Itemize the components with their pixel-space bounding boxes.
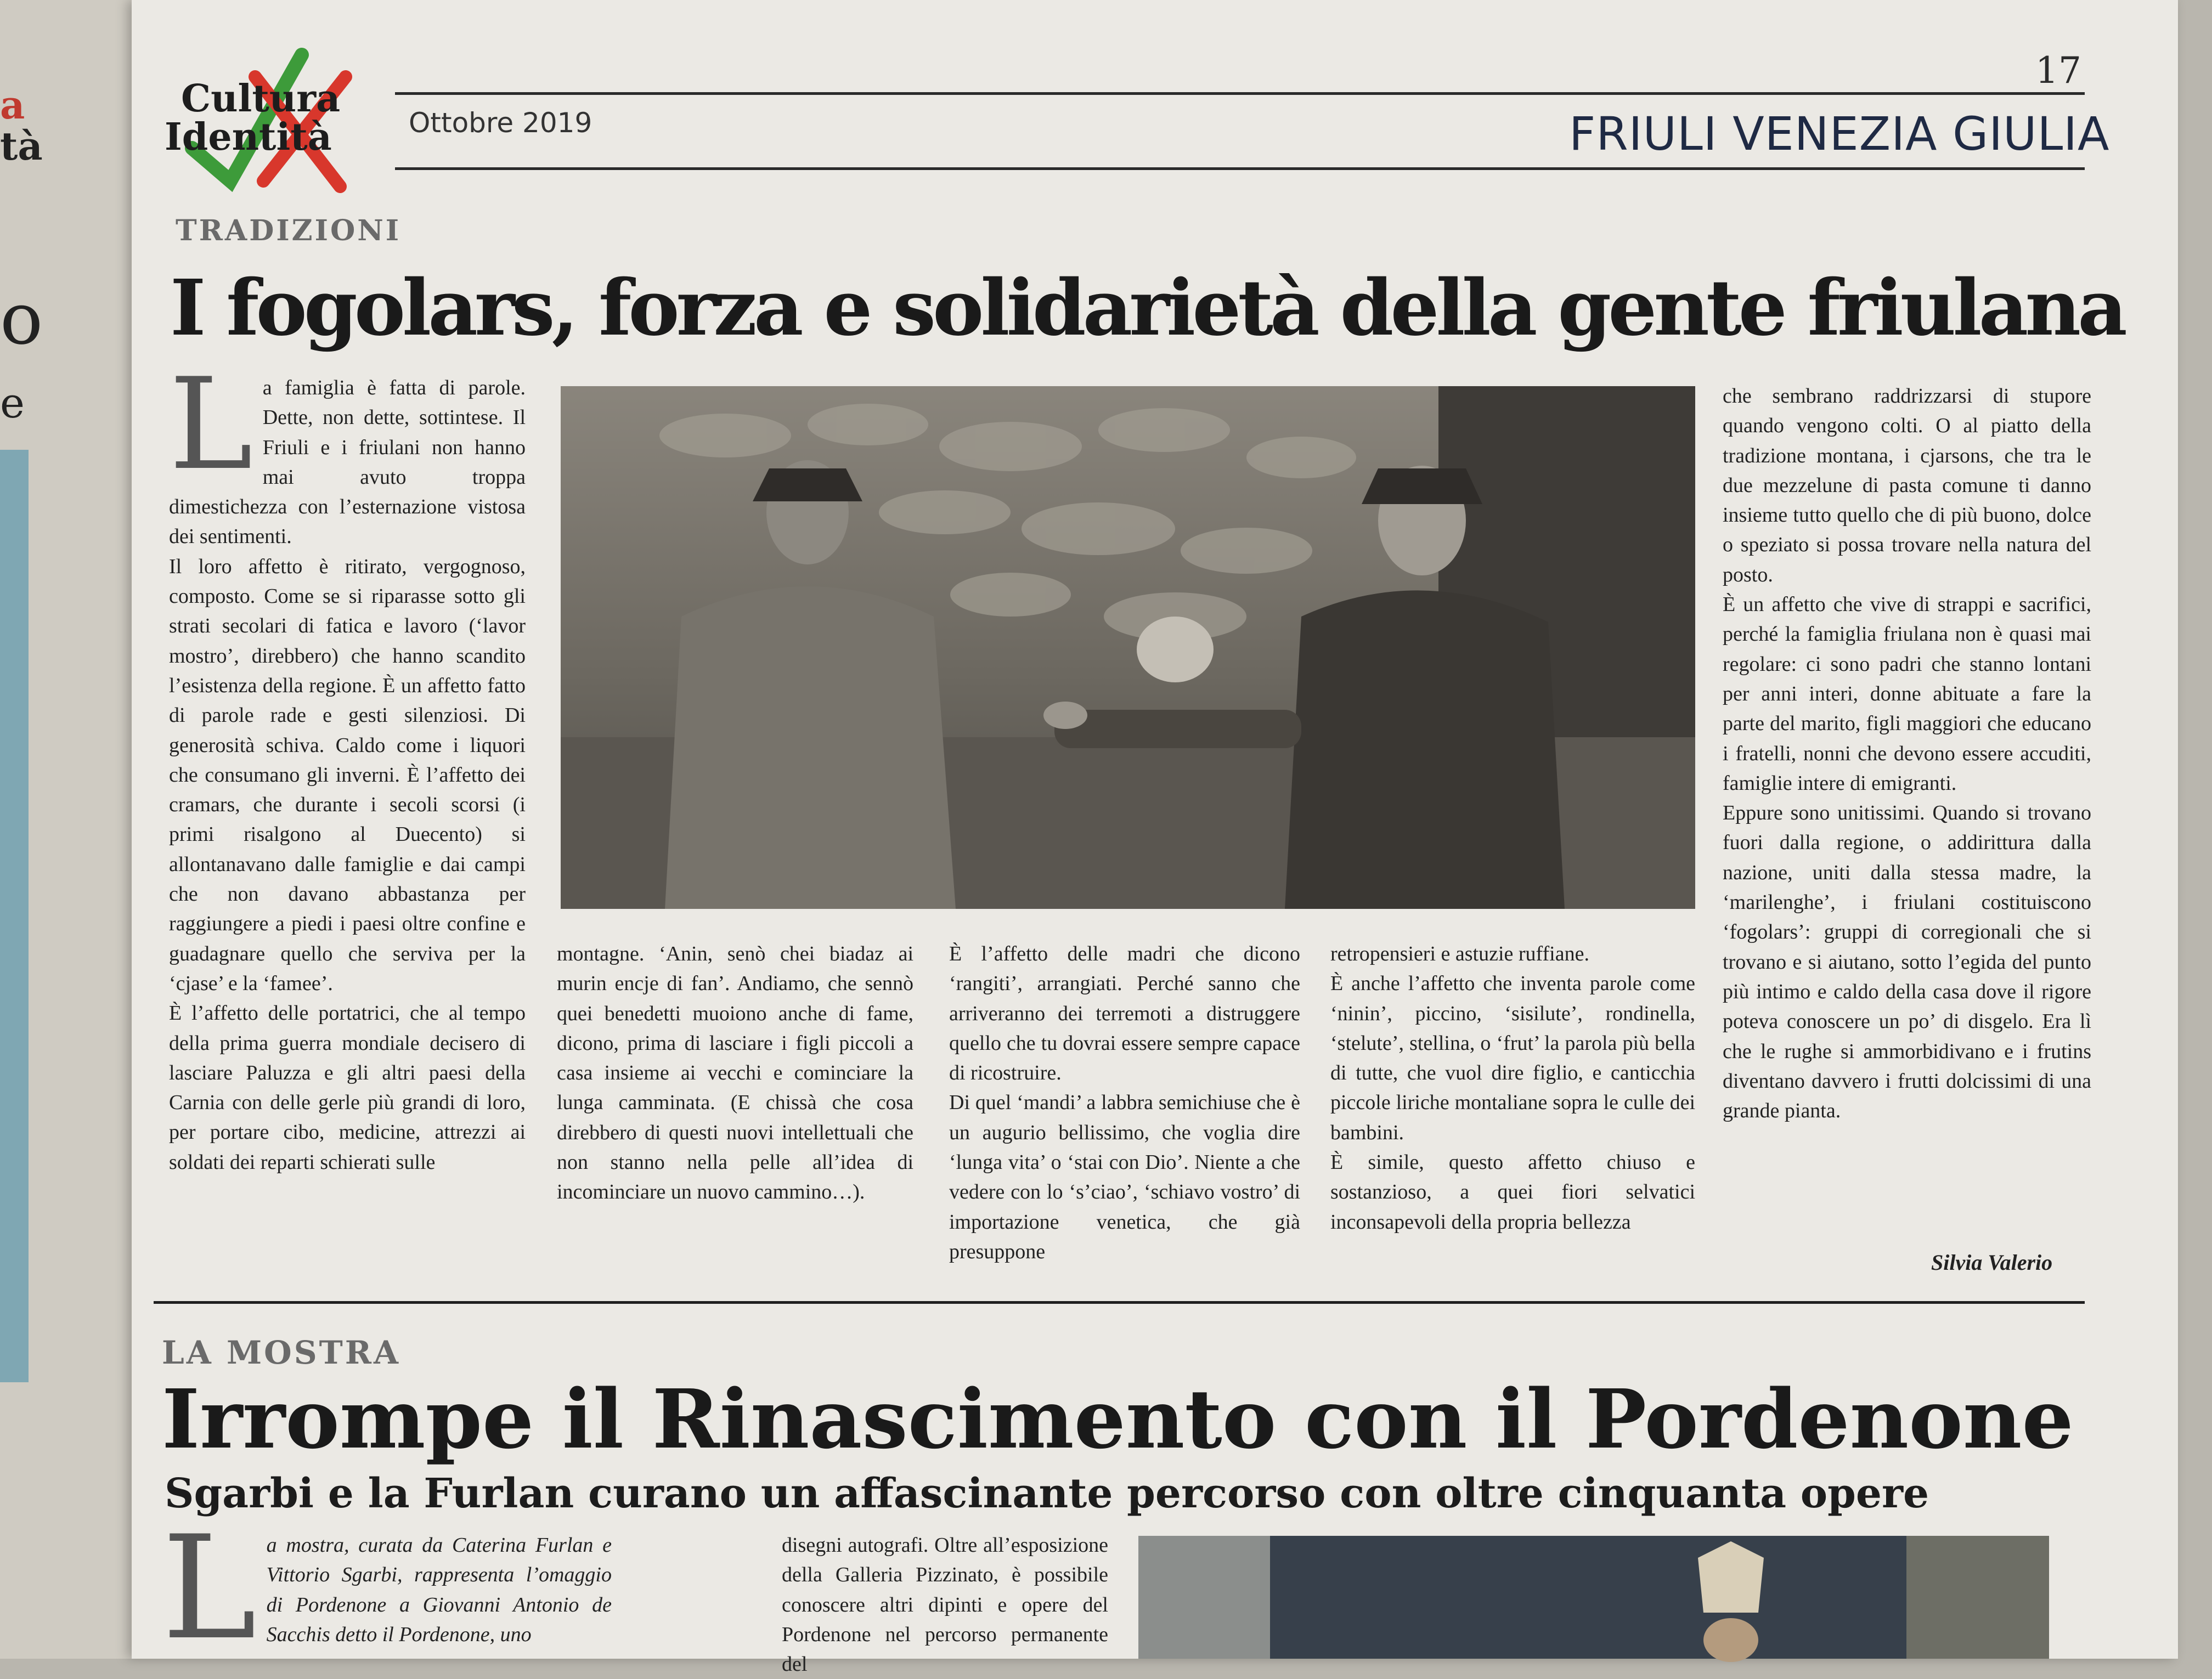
newspaper-page [132, 0, 2178, 1676]
paragraph: È l’affetto delle portatrici, che al tempo della prima guerra mondiale decisero di lasciare Paluzza e gli altri paesi della Carnia con delle gerle più grandi di loro, per portare cibo, medicine, attrezzi ai soldati dei reparti schierati sulle [169, 1002, 526, 1174]
article-column-4 [1330, 939, 1695, 1237]
section-divider [154, 1301, 2085, 1304]
paragraph: Eppure sono unitissimi. Quando si trovano fuori dalla regione, o addirittura dalla nazione, uniti dalla stessa madre, la ‘marilenghe’, i friulani costituiscono ‘fogolars’: gruppi di corregionali che si trovano e si aiutano, sotto l’egida del punto più intimo e caldo della casa dove il rigore poteva conoscere un po’ di disgelo. Era lì che le rughe si ammorbidivano e i frutins diventano davvero i frutti dolcissimi di una grande pianta. [1723, 801, 2091, 1123]
adjacent-fragment: a [0, 82, 25, 128]
paragraph: Il loro affetto è ritirato, vergognoso, composto. Come se si riparasse sotto gli strati secolari di fatica e lavoro (‘lavor mostro’, direbbero) che hanno scandito l’esistenza della regione. È un affetto fatto di parole rade e gesti silenziosi. Di generosità schiva. Caldo come i liquori che consumano gli inverni. È l’affetto dei cramars, che durante i secoli scorsi (i primi risalgono al Duecento) si allontanavano dalle famiglie e dai campi che non davano abbastanza per raggiungere a piedi i paesi oltre confine e guadagnare quello che serviva per la ‘cjase’ e la ‘famee’. [169, 555, 526, 995]
drop-cap: L [169, 352, 253, 498]
adjacent-fragment: o [0, 277, 43, 360]
logo-line-2: Identità [165, 115, 332, 159]
paragraph: montagne. ‘Anin, senò chei biadaz ai murin encje di fan’. Andiamo, che sennò quei benedetti muoiono anche di fame, dicono, prima di lasciare i figli piccoli a casa insieme ai vecchi e cominciare la lunga camminata. (E chissà che cosa direbbero di questi nuovi intellettuali che non stanno nella pelle all’idea di incominciare un nuovo cammino…). [557, 942, 913, 1204]
article-kicker: LA MOSTRA [162, 1334, 400, 1371]
article-headline: I fogolars, forza e solidarietà della gente friulana [170, 263, 2124, 353]
article-column-1 [169, 352, 526, 1177]
article-2-column-1 [162, 1506, 738, 1671]
masthead-rule-bottom [395, 167, 2085, 170]
paragraph: a famiglia è fatta di parole. Dette, non dette, sottintese. Il Friuli e i friulani non hanno mai avuto troppa dimestichezza con l’esternazione vistosa dei sentimenti. [169, 376, 526, 549]
adjacent-page-image [0, 450, 29, 1382]
adjacent-page [0, 0, 137, 1659]
adjacent-fragment: tà [0, 123, 43, 169]
paragraph: retropensieri e astuzie ruffiane. [1330, 942, 1589, 965]
article-column-5 [1723, 381, 2091, 1126]
paragraph: È l’affetto delle madri che dicono ‘rangiti’, arrangiati. Perché sanno che arriveranno dei terremoti a distruggere quello che tu dovrai essere sempre capace di ricostruire. [949, 942, 1300, 1085]
adjacent-fragment: e [0, 378, 25, 427]
issue-date: Ottobre 2019 [409, 107, 592, 139]
paragraph: Di quel ‘mandi’ a labbra semichiuse che è un augurio bellissimo, che voglia dire ‘lunga vita’ o ‘stai con Dio’. Niente a che vedere con lo ‘s’ciao’, ‘schiavo vostro’ di importazione venetica, che già presuppone [949, 1091, 1300, 1263]
paragraph: È un affetto che vive di strappi e sacrifici, perché la famiglia friulana non è quasi mai regolare: ci sono padri che stanno lontani per anni interi, donne abituate a fare la parte del marito, figli maggiori che educano i fratelli, nonni che devono essere accuditi, famiglie intere di emigranti. [1723, 593, 2091, 795]
article-kicker: TRADIZIONI [176, 214, 402, 247]
article-headline: Irrompe il Rinascimento con il Pordenone [162, 1371, 2074, 1467]
article-2-column-2 [782, 1530, 1108, 1676]
paragraph: È simile, questo affetto chiuso e sostanzioso, a quei fiori selvatici inconsapevoli della propria bellezza [1330, 1151, 1695, 1234]
paragraph: disegni autografi. Oltre all’esposizione della Galleria Pizzinato, è possibile conoscere altri dipinti e opere del Pordenone nel percorso permanente del [782, 1534, 1108, 1676]
masthead-rule-top [395, 92, 2085, 95]
photo-two-men-toasting [561, 386, 1695, 909]
paragraph: che sembrano raddrizzarsi di stupore quando vengono colti. O al piatto della tradizione montana, i cjarsons, che tra le due mezzelune di pasta comune ti danno insieme tutto quello che di più buono, dolce o speziato si possa trovare nella natura del posto. [1723, 385, 2091, 586]
logo-line-1: Cultura [181, 77, 341, 121]
drop-cap: L [162, 1506, 257, 1671]
article-byline: Silvia Valerio [1931, 1250, 2053, 1275]
article-column-2 [557, 939, 913, 1207]
cultura-identita-logo [165, 44, 373, 203]
article-column-3 [949, 939, 1300, 1267]
article-photo [561, 386, 1695, 909]
paragraph: a mostra, curata da Caterina Furlan e Vittorio Sgarbi, rappresenta l’omaggio di Pordenone a Giovanni Antonio de Sacchis detto il Pordenone, uno [266, 1534, 612, 1646]
page-number: 17 [2035, 49, 2081, 92]
article-subheadline: Sgarbi e la Furlan curano un affascinante percorso con oltre cinquanta opere [165, 1470, 1929, 1517]
article-2-photo [1138, 1536, 2049, 1659]
paragraph: È anche l’affetto che inventa parole come ‘ninin’, piccino, ‘sisilute’, rondinella, ‘stelute’, stellina, o ‘frut’ la parola più bella di tutte, che vuol dire figlio, e canticchia piccole liriche montaliane sopra le culle dei bambini. [1330, 972, 1695, 1144]
painting-bishop [1138, 1536, 2049, 1659]
region-header: FRIULI VENEZIA GIULIA [1569, 107, 2110, 161]
